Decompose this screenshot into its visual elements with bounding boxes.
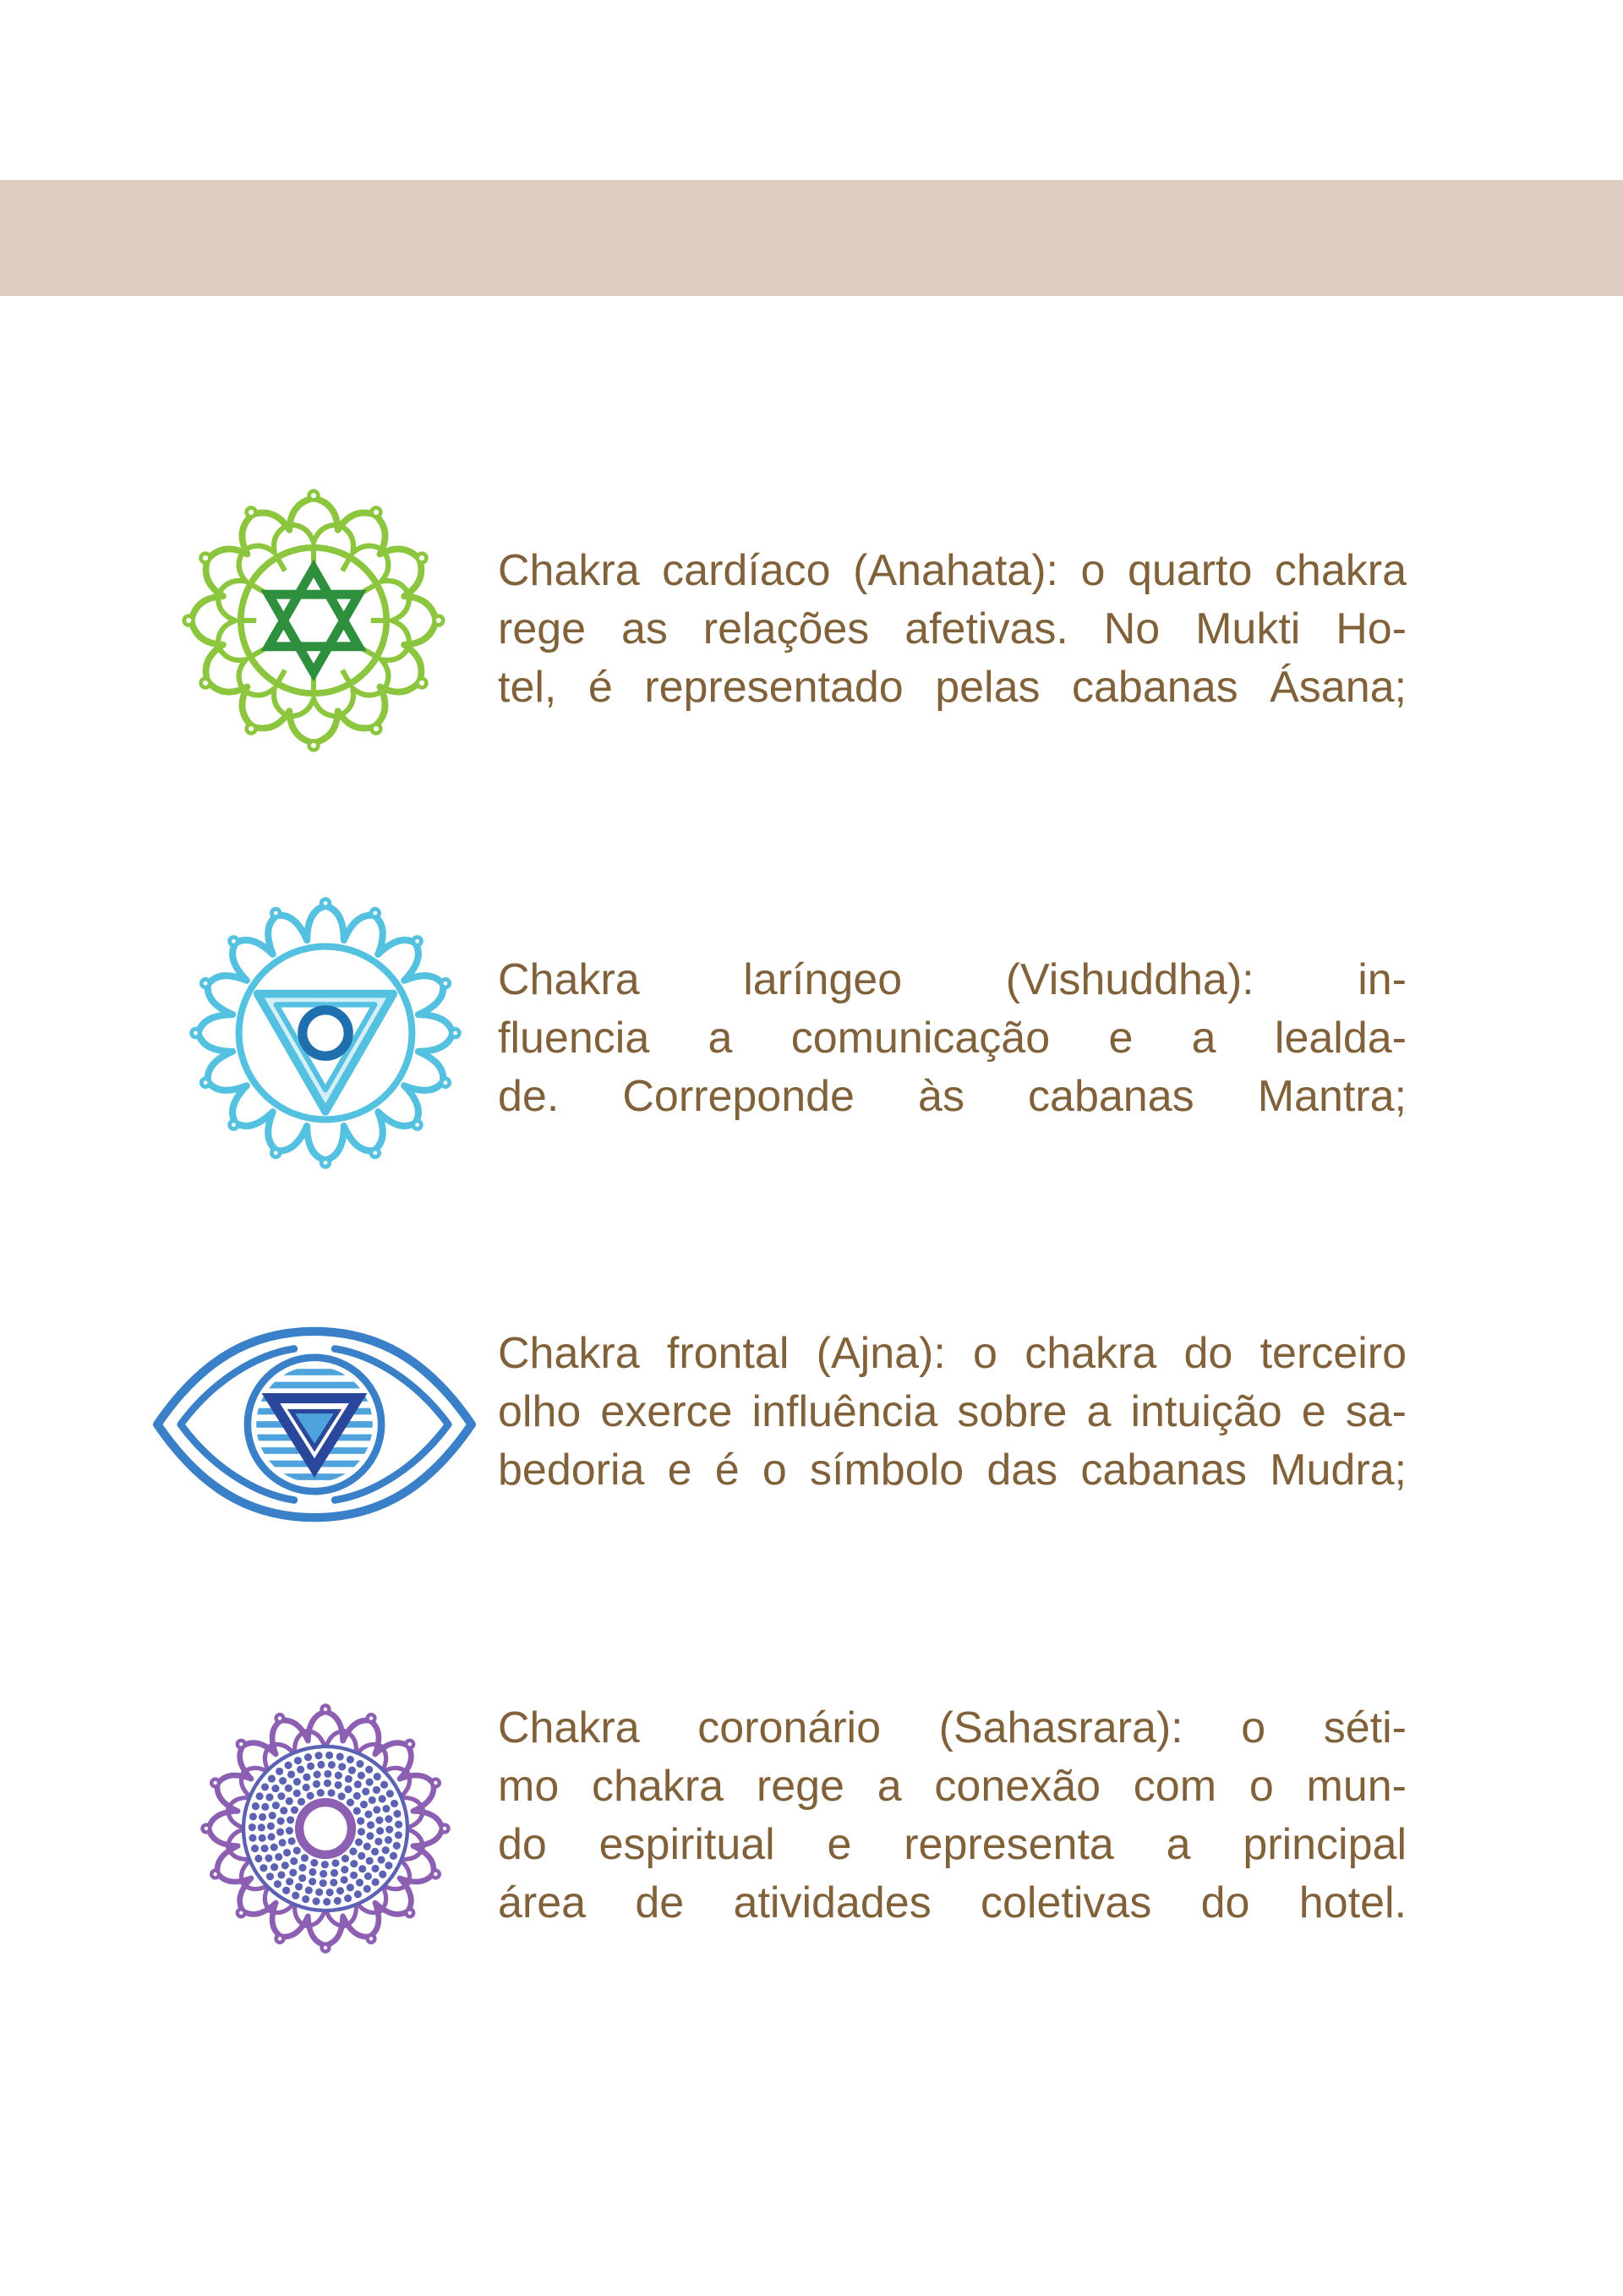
petal-tip xyxy=(441,979,450,987)
lotus-dot xyxy=(288,1837,296,1845)
lotus-dot xyxy=(393,1842,401,1850)
lotus-dot xyxy=(338,1763,346,1770)
petal-tip xyxy=(202,1825,210,1833)
heart-chakra-icon xyxy=(183,490,444,751)
petal-tip xyxy=(321,1159,330,1167)
lotus-dot xyxy=(353,1807,361,1815)
petal-tip xyxy=(406,1741,413,1748)
lotus-dot xyxy=(356,1760,363,1768)
lotus-dot xyxy=(385,1836,392,1844)
lotus-dot xyxy=(259,1813,266,1821)
lotus-dot xyxy=(280,1807,287,1814)
petal-tip xyxy=(271,1149,280,1157)
lotus-dot xyxy=(342,1855,349,1862)
lotus-dot xyxy=(354,1780,362,1788)
lotus-dot xyxy=(375,1817,383,1824)
lotus-dot xyxy=(297,1766,304,1774)
lotus-dot xyxy=(315,1889,323,1896)
lotus-dot xyxy=(363,1885,371,1893)
lotus-dot xyxy=(312,1897,320,1905)
lotus-dot xyxy=(382,1805,390,1812)
lotus-dot xyxy=(366,1779,374,1786)
lotus-dot xyxy=(364,1811,372,1818)
lotus-dot xyxy=(385,1815,392,1823)
lotus-dot xyxy=(382,1846,390,1854)
lotus-dot xyxy=(327,1789,335,1796)
petal-tip xyxy=(441,1079,450,1087)
lotus-dot xyxy=(326,1889,334,1896)
lotus-dot xyxy=(251,1845,259,1852)
lotus-dot xyxy=(335,1772,342,1779)
lotus-dot xyxy=(320,1879,327,1887)
description-line: fluencia a comunicação e a lealda- xyxy=(498,1014,1407,1063)
lotus-dot xyxy=(371,1848,379,1856)
lotus-dot xyxy=(364,1872,372,1880)
lotus-dot xyxy=(324,1770,331,1778)
lotus-dot xyxy=(321,1861,329,1868)
lotus-dot xyxy=(336,1752,344,1760)
petal-tip xyxy=(192,1029,200,1037)
lotus-dot xyxy=(358,1865,366,1872)
lotus-dot xyxy=(395,1821,402,1829)
third-eye-chakra-drawing xyxy=(150,1326,478,1523)
lotus-dot xyxy=(254,1855,262,1862)
lotus-dot xyxy=(345,1775,352,1783)
lotus-dot xyxy=(341,1866,348,1873)
lotus-dot xyxy=(391,1800,398,1807)
lotus-dot xyxy=(303,1784,310,1791)
petal-tip xyxy=(451,1029,460,1037)
description-line: mo chakra rege a conexão com o mun- xyxy=(498,1762,1407,1811)
lotus-dot xyxy=(281,1861,289,1869)
petal-tip xyxy=(322,1705,330,1713)
petal-tip xyxy=(368,1935,375,1943)
description-line: tel, é representado pelas cabanas Ásana; xyxy=(498,663,1407,712)
crown-chakra-icon xyxy=(201,1704,450,1953)
lotus-dot xyxy=(358,1772,365,1779)
lotus-dot xyxy=(283,1849,291,1856)
chakra-description-heart xyxy=(498,542,1407,717)
description-line: olho exerce influência sobre a intuição e sa- xyxy=(498,1387,1407,1436)
lotus-dot xyxy=(317,1761,325,1768)
lotus-dot xyxy=(258,1823,265,1831)
lotus-dot xyxy=(379,1871,386,1878)
lotus-dot xyxy=(344,1785,352,1793)
petal-tip xyxy=(413,938,422,946)
lotus-dot xyxy=(344,1894,352,1902)
lotus-dot xyxy=(301,1854,309,1861)
chakra-description-third-eye xyxy=(498,1325,1407,1500)
lotus-dot xyxy=(390,1852,397,1860)
lotus-dot xyxy=(320,1870,327,1878)
petal-tip xyxy=(230,938,238,946)
lotus-dot xyxy=(335,1781,342,1789)
crown-chakra-drawing xyxy=(201,1704,450,1953)
lotus-dot xyxy=(314,1752,322,1759)
lotus-dot xyxy=(349,1848,357,1856)
lotus-dot xyxy=(376,1827,384,1834)
lotus-dot xyxy=(374,1838,382,1845)
description-line: rege as relações afetivas. No Mukti Ho- xyxy=(498,604,1407,653)
description-line: Chakra laríngeo (Vishuddha): in- xyxy=(498,955,1407,1004)
lotus-dot xyxy=(298,1874,306,1882)
lotus-dot xyxy=(269,1812,276,1819)
lotus-dot xyxy=(268,1774,276,1782)
lotus-dot xyxy=(362,1788,369,1796)
petal-tip xyxy=(406,1909,413,1916)
lotus-dot xyxy=(317,1789,325,1796)
lotus-dot xyxy=(380,1781,388,1789)
throat-chakra-drawing xyxy=(190,898,461,1168)
lotus-dot xyxy=(286,1827,293,1834)
lotus-dot xyxy=(271,1785,279,1792)
description-line: de. Correponde às cabanas Mantra; xyxy=(498,1072,1407,1121)
lotus-dot xyxy=(252,1802,260,1810)
lotus-dot xyxy=(295,1883,303,1890)
lotus-dot xyxy=(298,1798,305,1806)
lotus-dot xyxy=(366,1857,374,1865)
lotus-dot xyxy=(360,1801,368,1808)
lotus-dot xyxy=(286,1797,293,1805)
petal-tip xyxy=(372,508,381,517)
lotus-dot xyxy=(373,1786,380,1794)
lotus-dot xyxy=(286,1878,293,1885)
lotus-dot xyxy=(249,1834,256,1842)
lotus-dot xyxy=(350,1860,358,1867)
lotus-dot xyxy=(261,1803,269,1811)
lotus-dot xyxy=(334,1897,342,1905)
lotus-dot xyxy=(293,1790,301,1797)
lotus-dot xyxy=(324,1779,331,1787)
description-line: bedoria e é o símbolo das cabanas Mudra; xyxy=(498,1446,1407,1495)
heart-chakra-drawing xyxy=(183,490,444,751)
petal-tip xyxy=(201,554,210,563)
lotus-dot xyxy=(314,1771,321,1779)
lotus-dot xyxy=(278,1839,286,1846)
lotus-dot xyxy=(298,1864,306,1872)
lotus-dot xyxy=(291,1807,298,1814)
lotus-dot xyxy=(289,1869,297,1877)
petal-tip xyxy=(201,679,210,688)
lotus-dot xyxy=(365,1766,373,1774)
lotus-dot xyxy=(268,1833,276,1840)
lotus-dot xyxy=(274,1880,281,1888)
description-line: área de atividades coletivas do hotel. xyxy=(498,1878,1407,1927)
throat-chakra-icon xyxy=(190,898,461,1168)
lotus-dot xyxy=(249,1823,256,1831)
petal-tip xyxy=(238,1741,245,1748)
lotus-dot xyxy=(305,1887,313,1894)
lotus-dot xyxy=(259,1834,266,1842)
petal-tip xyxy=(276,1714,284,1722)
petal-tip xyxy=(201,1079,210,1087)
lotus-dot xyxy=(290,1857,298,1865)
petal-tip xyxy=(371,1149,380,1157)
lotus-dot xyxy=(348,1767,356,1774)
lotus-dot xyxy=(267,1823,275,1830)
lotus-dot xyxy=(292,1892,299,1900)
lotus-dot xyxy=(293,1847,301,1855)
lotus-dot xyxy=(309,1868,316,1876)
petal-tip xyxy=(230,1121,238,1129)
petal-tip xyxy=(271,909,280,917)
petal-tip xyxy=(309,741,319,750)
lotus-dot xyxy=(307,1792,314,1800)
petal-tip xyxy=(368,1714,375,1722)
lotus-dot xyxy=(304,1753,312,1761)
lotus-dot xyxy=(363,1843,371,1850)
chakra-description-throat xyxy=(498,951,1407,1126)
lotus-dot xyxy=(377,1856,385,1863)
lotus-dot xyxy=(357,1818,364,1825)
petal-tip xyxy=(418,679,427,688)
lotus-dot xyxy=(341,1876,348,1883)
lotus-dot xyxy=(277,1871,285,1878)
lotus-dot xyxy=(287,1816,294,1823)
lotus-dot xyxy=(369,1796,376,1804)
lotus-dot xyxy=(336,1887,344,1894)
lotus-dot xyxy=(358,1852,365,1860)
chakra-description-crown xyxy=(498,1699,1407,1932)
lotus-dot xyxy=(261,1783,269,1790)
lotus-dot xyxy=(294,1757,302,1764)
lotus-dot xyxy=(266,1872,274,1880)
petal-tip xyxy=(434,616,443,626)
lotus-dot xyxy=(325,1752,333,1759)
lotus-dot xyxy=(374,1773,381,1780)
lotus-dot xyxy=(347,1756,354,1763)
lotus-dot xyxy=(386,1790,394,1797)
lotus-dot xyxy=(302,1895,309,1903)
description-line: Chakra coronário (Sahasrara): o séti- xyxy=(498,1703,1407,1752)
petal-tip xyxy=(276,1935,284,1943)
description-line: Chakra cardíaco (Anahata): o quarto chakra xyxy=(498,546,1407,595)
lotus-dot xyxy=(367,1821,374,1829)
lotus-dot xyxy=(354,1890,362,1898)
petal-tip xyxy=(321,899,330,908)
lotus-dot xyxy=(249,1812,257,1820)
lotus-dot xyxy=(285,1762,292,1769)
lotus-dot xyxy=(379,1795,386,1802)
petal-tip xyxy=(432,1871,440,1878)
lotus-dot xyxy=(270,1844,278,1851)
lotus-dot xyxy=(331,1869,338,1877)
lotus-dot xyxy=(279,1777,287,1785)
lotus-dot xyxy=(272,1801,280,1809)
petal-tip xyxy=(413,1121,422,1129)
petal-tip xyxy=(184,616,194,626)
lotus-dot xyxy=(350,1872,358,1879)
lotus-dot xyxy=(287,1770,295,1778)
petal-tip xyxy=(247,724,256,734)
lotus-dot xyxy=(353,1792,361,1800)
lotus-dot xyxy=(265,1854,272,1861)
petal-tip xyxy=(418,554,427,563)
petal-tip xyxy=(238,1909,245,1916)
lotus-dot xyxy=(385,1861,392,1869)
lotus-dot xyxy=(277,1792,285,1800)
lotus-dot xyxy=(366,1832,374,1840)
header-band xyxy=(0,180,1623,296)
lotus-dot xyxy=(395,1831,402,1839)
petal-tip xyxy=(441,1825,449,1833)
lotus-dot xyxy=(355,1839,363,1846)
lotus-dot xyxy=(307,1763,314,1770)
lotus-dot xyxy=(277,1818,285,1825)
lotus-dot xyxy=(323,1898,331,1905)
petal-tip xyxy=(322,1944,330,1952)
petal-tip xyxy=(372,724,381,734)
lotus-dot xyxy=(328,1761,336,1768)
lotus-dot xyxy=(285,1785,292,1792)
lotus-dot xyxy=(293,1778,301,1785)
lotus-dot xyxy=(309,1878,316,1885)
lotus-dot xyxy=(275,1853,282,1861)
lotus-dot xyxy=(393,1810,401,1818)
lotus-dot xyxy=(373,1806,380,1813)
lotus-dot xyxy=(282,1887,290,1894)
petal-tip xyxy=(201,979,210,987)
lotus-dot xyxy=(256,1792,264,1800)
petal-tip xyxy=(371,909,380,917)
description-line: do espiritual e representa a principal xyxy=(498,1820,1407,1869)
petal-tip xyxy=(309,491,319,500)
third-eye-chakra-icon xyxy=(150,1326,478,1523)
lotus-dot xyxy=(347,1883,354,1891)
lotus-dot xyxy=(331,1859,339,1867)
lotus-dot xyxy=(358,1828,365,1835)
lotus-dot xyxy=(276,1768,283,1775)
lotus-dot xyxy=(276,1829,284,1836)
lotus-dot xyxy=(265,1793,273,1801)
lotus-dot xyxy=(347,1799,354,1807)
lotus-dot xyxy=(371,1865,379,1872)
lotus-dot xyxy=(313,1780,320,1788)
lotus-dot xyxy=(372,1878,380,1886)
description-line: Chakra frontal (Ajna): o chakra do terceiro xyxy=(498,1329,1407,1378)
lotus-dot xyxy=(356,1878,363,1886)
petal-tip xyxy=(211,1779,219,1787)
lotus-dot xyxy=(270,1863,278,1871)
lotus-dot xyxy=(310,1859,318,1867)
petal-tip xyxy=(247,508,256,517)
lotus-dot xyxy=(385,1826,393,1834)
center-ring xyxy=(303,1010,348,1056)
center-ring xyxy=(299,1802,352,1855)
lotus-dot xyxy=(303,1774,310,1781)
lotus-dot xyxy=(260,1845,268,1852)
petal-tip xyxy=(211,1871,219,1878)
lotus-dot xyxy=(260,1864,267,1872)
petal-tip xyxy=(432,1779,440,1787)
lotus-dot xyxy=(330,1878,337,1886)
lotus-dot xyxy=(338,1792,346,1800)
